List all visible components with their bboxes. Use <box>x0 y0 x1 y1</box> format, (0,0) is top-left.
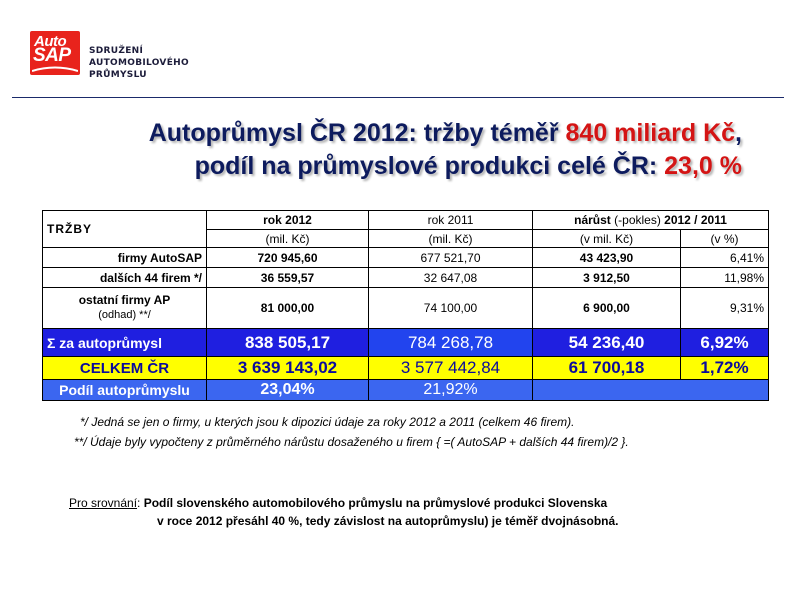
header-2011: rok 2011 <box>369 211 533 230</box>
share-empty <box>533 380 769 401</box>
comparison-text-1: Podíl slovenského automobilového průmyslu na průmyslové produkci Slovenska <box>143 496 608 510</box>
title-line1-suffix: , <box>735 119 742 147</box>
title-line2-text: podíl na průmyslové produkci celé ČR: <box>194 152 665 180</box>
value-diff: 6 900,00 <box>533 288 681 329</box>
row-label-note: (odhad) **/ <box>98 309 151 321</box>
sum-label: Σ za autoprůmysl <box>43 329 207 357</box>
value-diff: 3 912,50 <box>533 268 681 288</box>
title-line1-highlight: 840 miliard Kč <box>565 119 736 147</box>
header-growth-mid: (-pokles) <box>610 213 665 227</box>
table-row <box>43 288 769 329</box>
organization-name <box>89 45 189 81</box>
header-growth-bold: nárůst <box>574 213 611 227</box>
table-label: TRŽBY <box>43 211 207 248</box>
row-label: firmy AutoSAP <box>43 248 207 268</box>
value-2011: 677 521,70 <box>369 248 533 268</box>
org-line: PRŮMYSLU <box>89 70 147 80</box>
value-2012: 81 000,00 <box>207 288 369 329</box>
header-divider <box>12 97 784 98</box>
footnote: **/ Údaje byly vypočteny z průměrného nárůstu dosaženého u firem { =( AutoSAP + dalších 44 firem)/2 }. <box>74 435 629 449</box>
total-row <box>43 357 769 380</box>
value-2012: 36 559,57 <box>207 268 369 288</box>
share-2012: 23,04% <box>207 380 369 401</box>
value-pct: 11,98% <box>681 268 769 288</box>
title-line2-highlight: 23,0 % <box>664 152 742 180</box>
autosap-logo <box>30 31 80 75</box>
footnote: */ Jedná se jen o firmy, u kterých jsou k dipozici údaje za roky 2012 a 2011 (celkem 46 firem). <box>80 415 575 429</box>
total-label: CELKEM ČR <box>43 357 207 380</box>
footnotes <box>74 412 629 452</box>
header-2012: rok 2012 <box>207 211 369 230</box>
comparison-colon: : <box>137 496 144 510</box>
total-2011: 3 577 442,84 <box>369 357 533 380</box>
unit-2011: (mil. Kč) <box>369 230 533 248</box>
total-2012: 3 639 143,02 <box>207 357 369 380</box>
sum-row <box>43 329 769 357</box>
table-row <box>43 268 769 288</box>
value-2011: 74 100,00 <box>369 288 533 329</box>
unit-growth: (v mil. Kč) <box>533 230 681 248</box>
sum-diff: 54 236,40 <box>533 329 681 357</box>
header-growth <box>533 211 769 230</box>
value-2012: 720 945,60 <box>207 248 369 268</box>
comparison-note <box>69 494 619 530</box>
share-2011: 21,92% <box>369 380 533 401</box>
total-pct: 1,72% <box>681 357 769 380</box>
comparison-line-1 <box>69 494 619 512</box>
share-label: Podíl autoprůmyslu <box>43 380 207 401</box>
revenue-table <box>42 210 769 401</box>
title-line-1 <box>149 117 742 150</box>
slide-title <box>149 117 742 183</box>
value-pct: 9,31% <box>681 288 769 329</box>
comparison-label: Pro srovnání <box>69 496 138 510</box>
sum-2012: 838 505,17 <box>207 329 369 357</box>
org-line: SDRUŽENÍ <box>89 46 144 56</box>
row-label-main: ostatní firmy AP <box>78 293 171 307</box>
share-row <box>43 380 769 401</box>
unit-2012: (mil. Kč) <box>207 230 369 248</box>
value-diff: 43 423,90 <box>533 248 681 268</box>
title-line-2 <box>149 150 742 183</box>
row-label: dalších 44 firem */ <box>43 268 207 288</box>
logo-swoosh-icon <box>32 66 78 72</box>
logo-text-sap: SAP <box>33 45 71 66</box>
comparison-text-2: v roce 2012 přesáhl 40 %, tedy závislost na autoprůmyslu) je téměř dvojnásobná. <box>157 514 619 528</box>
header-growth-period: 2012 / 2011 <box>664 213 727 227</box>
org-line: AUTOMOBILOVÉHO <box>89 58 189 68</box>
value-pct: 6,41% <box>681 248 769 268</box>
unit-pct: (v %) <box>681 230 769 248</box>
table-row <box>43 248 769 268</box>
value-2011: 32 647,08 <box>369 268 533 288</box>
sum-2011: 784 268,78 <box>369 329 533 357</box>
sum-pct: 6,92% <box>681 329 769 357</box>
row-label <box>43 288 207 329</box>
table-header-row <box>43 211 769 230</box>
title-line1-text: Autoprůmysl ČR 2012: tržby téměř <box>148 119 566 147</box>
total-diff: 61 700,18 <box>533 357 681 380</box>
logo-text-auto: Auto <box>34 33 67 50</box>
